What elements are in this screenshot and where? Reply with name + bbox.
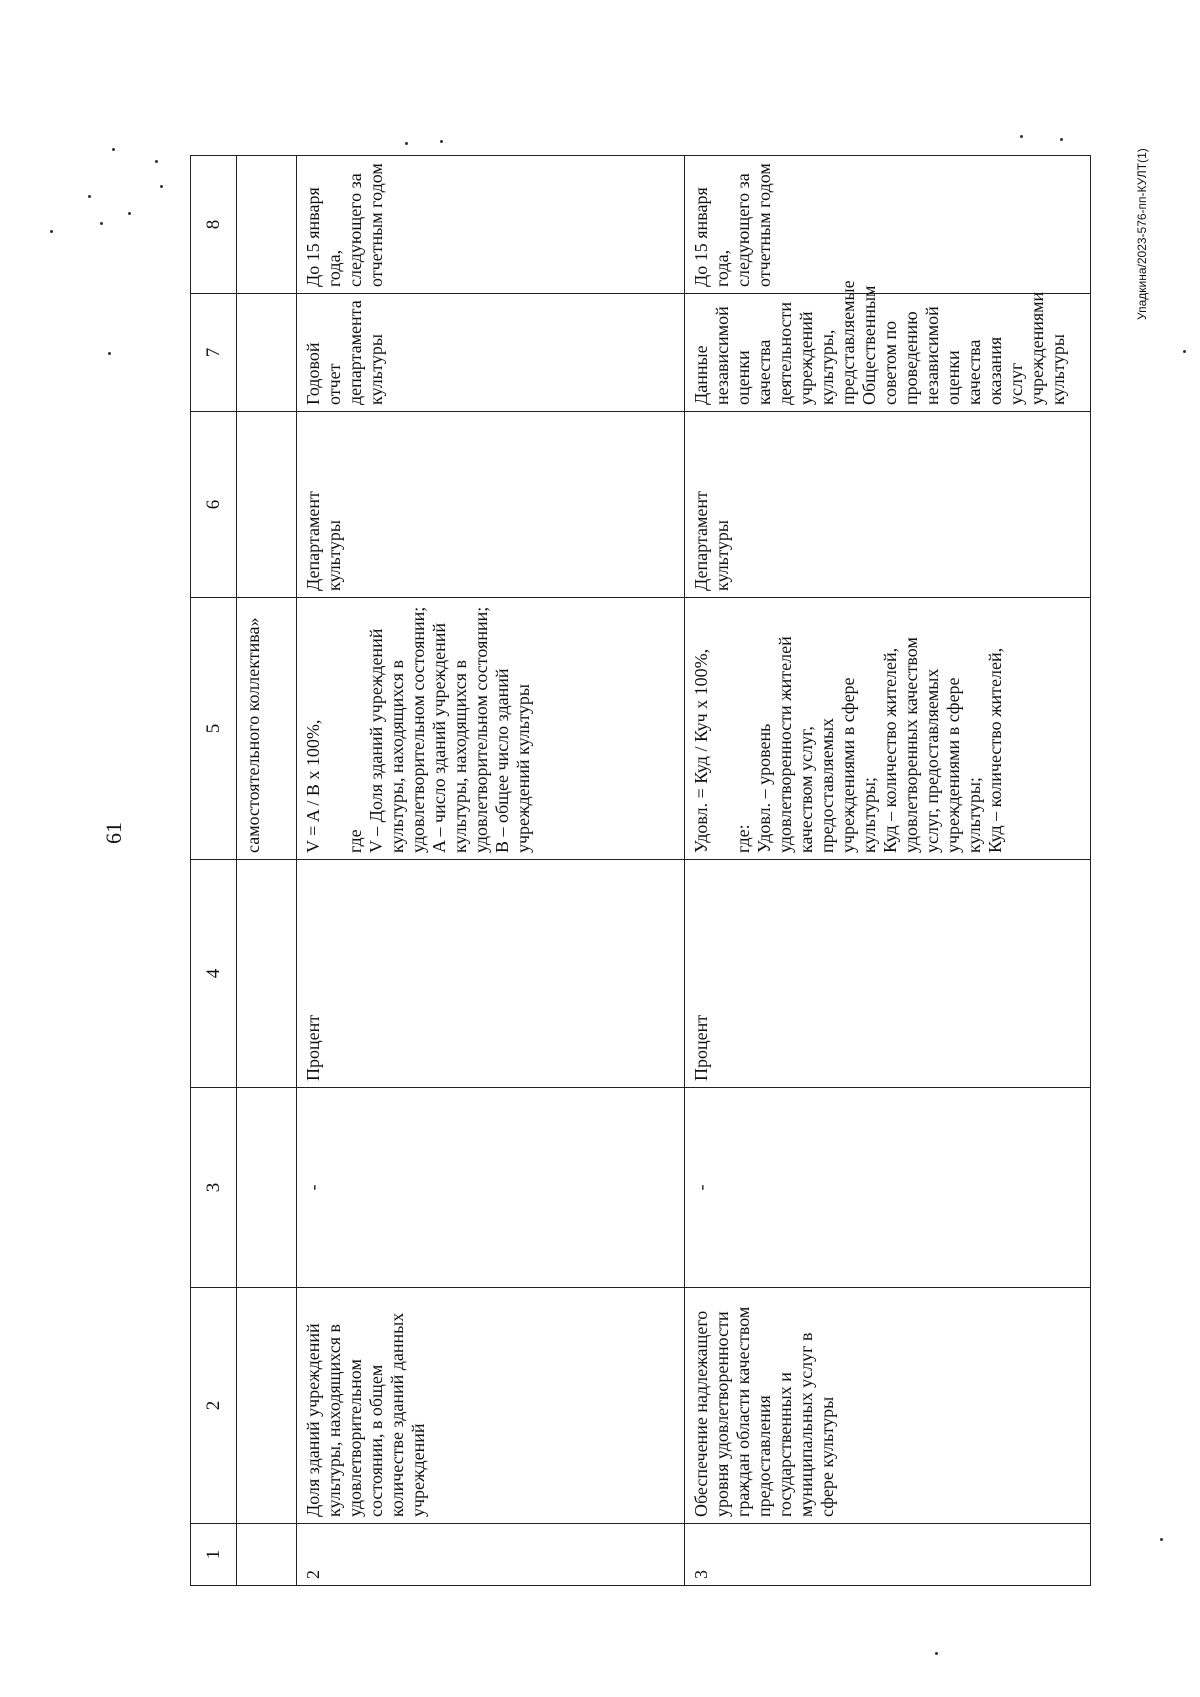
scan-speck bbox=[108, 352, 111, 355]
scan-speck bbox=[155, 160, 158, 163]
header-cell: 3 bbox=[191, 1088, 237, 1288]
source-cell: Данные независимой оценки качества деятельности учреждений культуры, представляемые Общественным советом по проведению независимой оценки качества оказания услуг учреждениями культуры bbox=[685, 294, 1091, 412]
scan-speck bbox=[440, 140, 443, 143]
column-3-cell: - bbox=[297, 1088, 685, 1288]
header-cell: 7 bbox=[191, 294, 237, 412]
header-cell: 1 bbox=[191, 1524, 237, 1586]
table-cell bbox=[237, 1088, 297, 1288]
row-number-cell: 2 bbox=[297, 1524, 685, 1586]
source-cell: Годовой отчет департамента культуры bbox=[297, 294, 685, 412]
deadline-cell: До 15 января года, следующего за отчетным годом bbox=[685, 156, 1091, 294]
unit-cell: Процент bbox=[297, 860, 685, 1088]
table-row bbox=[685, 156, 1091, 1586]
scan-speck bbox=[128, 212, 131, 215]
column-3-cell: - bbox=[685, 1088, 1091, 1288]
table-cell bbox=[237, 156, 297, 294]
unit-cell: Процент bbox=[685, 860, 1091, 1088]
scan-speck bbox=[112, 148, 115, 151]
scan-speck bbox=[160, 185, 163, 188]
header-cell: 5 bbox=[191, 598, 237, 860]
scan-speck bbox=[935, 1652, 938, 1655]
scan-speck bbox=[1160, 1538, 1163, 1541]
scan-speck bbox=[405, 142, 408, 145]
table-cell bbox=[237, 860, 297, 1088]
indicators-table-wrapper bbox=[190, 156, 1090, 1586]
scan-speck bbox=[50, 230, 53, 233]
scan-speck bbox=[100, 222, 103, 225]
table-cell bbox=[237, 1524, 297, 1586]
header-cell: 2 bbox=[191, 1288, 237, 1524]
scan-speck bbox=[1020, 135, 1023, 138]
indicator-name-cell: Обеспечение надлежащего уровня удовлетворенности граждан области качеством предоставления государственных и муниципальных услуг в сфере культуры bbox=[685, 1288, 1091, 1524]
indicator-name-cell: Доля зданий учреждений культуры, находящихся в удовлетворительном состоянии, в общем количестве зданий данных учреждений bbox=[297, 1288, 685, 1524]
table-cell bbox=[237, 412, 297, 598]
scan-speck bbox=[1183, 350, 1186, 353]
table-header-row bbox=[191, 156, 237, 1586]
page-number: 61 bbox=[101, 822, 126, 844]
formula-cell: V = A / B x 100%, где V – Доля зданий учреждений культуры, находящихся в удовлетворительном состоянии; A – число зданий учреждений культуры, находящихся в удовлетворительном состоянии; B – общее число зданий учреждений культуры bbox=[297, 598, 685, 860]
formula-cell: Удовл. = Куд / Куч х 100%, где: Удовл. – уровень удовлетворенности жителей качеством услуг, предоставляемых учреждениями в сфере культуры; Куд – количество жителей, удовлетворенных качеством услуг, предоставляемых учреждениями в сфере культуры; Куд – количество жителей, bbox=[685, 598, 1091, 860]
table-row bbox=[297, 156, 685, 1586]
row-number-cell: 3 bbox=[685, 1524, 1091, 1586]
table-cell bbox=[237, 1288, 297, 1524]
scan-speck bbox=[88, 195, 91, 198]
scan-speck bbox=[1060, 138, 1063, 141]
formula-cell: самостоятельного коллектива» bbox=[237, 598, 297, 860]
header-cell: 8 bbox=[191, 156, 237, 294]
header-cell: 6 bbox=[191, 412, 237, 598]
responsible-cell: Департамент культуры bbox=[685, 412, 1091, 598]
responsible-cell: Департамент культуры bbox=[297, 412, 685, 598]
header-cell: 4 bbox=[191, 860, 237, 1088]
document-registration-code: Упадкина/2023-576-пп-КУЛТ(1) bbox=[1135, 148, 1149, 320]
indicators-table bbox=[190, 155, 1091, 1586]
table-cell bbox=[237, 294, 297, 412]
deadline-cell: До 15 января года, следующего за отчетным годом bbox=[297, 156, 685, 294]
continuation-row bbox=[237, 156, 297, 1586]
